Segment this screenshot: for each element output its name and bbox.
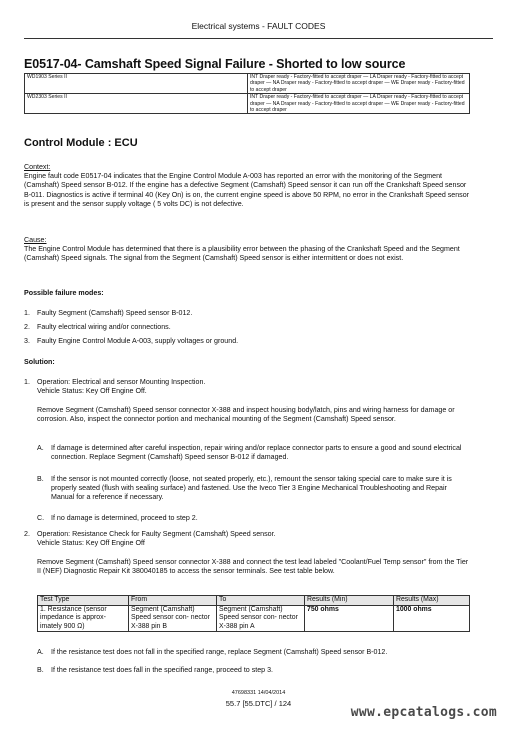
table-header-cell: Results (Min) [305, 596, 394, 606]
model-cell: WD1903 Series II [25, 74, 248, 94]
step2-status: Vehicle Status: Key Off Engine Off [37, 539, 145, 547]
step1-a: If damage is determined after careful inspection, repair wiring and/or replace connector parts to ensure a good and sound electrical connection. Replace Segment (Camshaft) Speed sensor B-012 if damaged. [51, 444, 462, 462]
context-heading: Context: [24, 163, 51, 171]
step1-operation: Operation: Electrical and sensor Mounting Inspection. [37, 378, 206, 386]
cause-section [24, 236, 474, 264]
step1-b: If the sensor is not mounted correctly (loose, not seated properly, etc.), remount the sensor taking special care to make sure it is properly seated (flush with sealing surface) and fastened. Use the Iveco Tier 3 Engine Mechanical Troubleshooting and Repair Manual for a reference if necessary. [51, 475, 452, 502]
table-row [38, 605, 470, 632]
list-number: 2. [24, 530, 30, 538]
configuration-cell: INT Draper ready - Factory-fitted to accept draper — LA Draper ready - Factory-fitted to accept draper — NA Draper ready - Factory-fitted to accept draper — WE Draper ready - Factory-fitted to accept draper [248, 74, 470, 94]
context-text: Engine fault code E0517-04 indicates that the Engine Control Module A-003 has reported an error with the monitoring of the Segment (Camshaft) Speed sensor B-012. If the engine has a defective Segment (Camshaft) Speed sensor it can run off the Crankshaft Speed sensor B-011. Diagnostics is active if terminal 40 (Key On) is on, the current engine speed is above 50 RPM, no error in the Crankshaft Speed sensor is present and the sensor supply voltage ( 5 volts DC) is not defective. [24, 172, 470, 208]
step2-b: If the resistance test does fall in the specified range, proceed to step 3. [51, 666, 274, 674]
page-number: 55.7 [55.DTC] / 124 [225, 699, 292, 708]
configuration-cell: INT Draper ready - Factory-fitted to accept draper — LA Draper ready - Factory-fitted to accept draper — NA Draper ready - Factory-fitted to accept draper — WE Draper ready - Factory-fitted to accept draper [248, 94, 470, 114]
step1-text: Remove Segment (Camshaft) Speed sensor connector X-388 and inspect housing body/latch, pins and wiring harness for damage or corrosion. Also, inspect the connector portion and mechanical mounting of the Segment (Camshaft) Speed sensor. [37, 406, 455, 424]
list-letter: B. [37, 666, 44, 674]
list-letter: A. [37, 648, 44, 656]
table-cell: Segment (Camshaft) Speed sensor con- nector X-388 pin B [129, 605, 217, 632]
list-number: 3. [24, 337, 30, 345]
table-cell: 750 ohms [305, 605, 394, 632]
document-number: 47698331 14/04/2014 [231, 690, 286, 696]
step2-operation: Operation: Resistance Check for Faulty Segment (Camshaft) Speed sensor. [37, 530, 276, 538]
failure-modes-heading: Possible failure modes: [24, 289, 104, 297]
fault-title: E0517-04- Camshaft Speed Signal Failure - Shorted to low source [24, 57, 406, 71]
table-header-cell: To [217, 596, 305, 606]
watermark: www.epcatalogs.com [350, 705, 497, 720]
list-number: 1. [24, 309, 30, 317]
failure-mode-item: Faulty electrical wiring and/or connections. [37, 323, 171, 331]
solution-heading: Solution: [24, 358, 55, 366]
list-letter: C. [37, 514, 45, 522]
list-number: 2. [24, 323, 30, 331]
table-header-cell: Test Type [38, 596, 129, 606]
applicability-table [24, 73, 470, 114]
failure-mode-item: Faulty Segment (Camshaft) Speed sensor B-012. [37, 309, 193, 317]
list-letter: B. [37, 475, 44, 483]
table-header-cell: Results (Max) [394, 596, 470, 606]
step2-a: If the resistance test does not fall in the specified range, replace Segment (Camshaft) Speed sensor B-012. [51, 648, 388, 656]
list-letter: A. [37, 444, 44, 452]
table-header-cell: From [129, 596, 217, 606]
table-header-row [38, 596, 470, 606]
model-cell: WD2303 Series II [25, 94, 248, 114]
header-rule [24, 38, 493, 39]
table-cell: 1000 ohms [394, 605, 470, 632]
step1-c: If no damage is determined, proceed to step 2. [51, 514, 198, 522]
table-row [25, 94, 470, 114]
cause-text: The Engine Control Module has determined that there is a plausibility error between the phasing of the Crankshaft Speed and the Segment (Camshaft) Speed signals. The signal from the Segment (Camshaft) Speed sensor is either intermittent or does not exist. [24, 245, 460, 263]
table-row [25, 74, 470, 94]
table-cell: Segment (Camshaft) Speed sensor con- nector X-388 pin A [217, 605, 305, 632]
control-module-heading: Control Module : ECU [24, 137, 138, 149]
step1-status: Vehicle Status: Key Off Engine Off. [37, 387, 147, 395]
cause-heading: Cause: [24, 236, 47, 244]
resistance-test-table [37, 595, 470, 632]
section-header: Electrical systems - FAULT CODES [191, 21, 326, 31]
failure-mode-item: Faulty Engine Control Module A-003, supply voltages or ground. [37, 337, 239, 345]
list-number: 1. [24, 378, 30, 386]
step2-text: Remove Segment (Camshaft) Speed sensor connector X-388 and connect the test lead labeled "Coolant/Fuel Temp sensor" from the Tier II (NEF) Diagnostic Repair Kit 380040185 to access the sensor terminals. See test table below. [37, 558, 469, 576]
table-cell: 1. Resistance (sensor impedance is approx- imately 900 Ω) [38, 605, 129, 632]
context-section [24, 163, 474, 209]
